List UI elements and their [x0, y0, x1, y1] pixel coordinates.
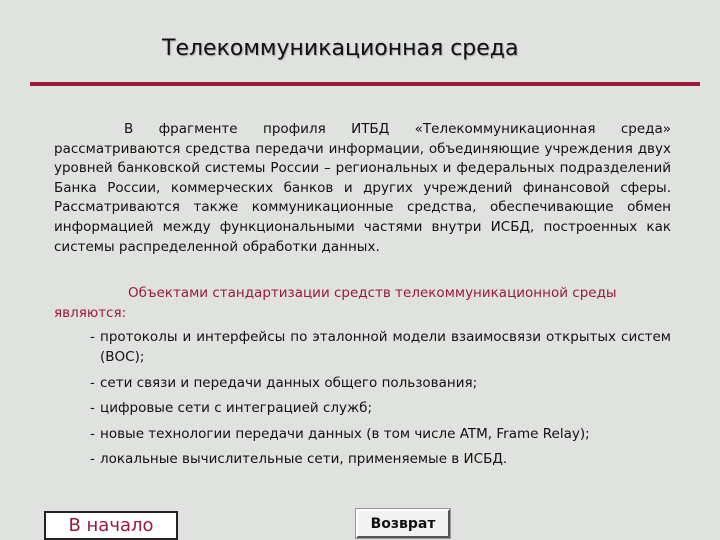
list-dash: - [90, 374, 95, 391]
list-item [54, 399, 671, 419]
list-item [54, 374, 671, 394]
slide-title: Телекоммуникационная среда [162, 36, 519, 61]
list-dash: - [90, 329, 95, 346]
slide-content [54, 120, 671, 476]
title-divider [30, 82, 700, 86]
list-item [54, 450, 671, 470]
home-button[interactable]: В начало [44, 511, 178, 540]
list-item [54, 425, 671, 445]
list-dash: - [90, 451, 95, 468]
list-item-text: протоколы и интерфейсы по эталонной модели взаимосвязи открытых систем (ВОС); [100, 329, 671, 365]
standardization-lead: Объектами стандартизации средств телекоммуникационной среды являются: [54, 285, 617, 321]
list-dash: - [90, 400, 95, 417]
intro-paragraph: В фрагменте профиля ИТБД «Телекоммуникационная среда» рассматриваются средства передачи информации, объединяющие учреждения двух уровней банковской системы России – региональных и федеральных подразделений Банка России, коммерческих банков и других учреждений финансовой сферы. Рассматриваются также коммуникационные средства, обеспечивающие обмен информацией между функциональными частями внутри ИСБД, построенных как системы распределенной обработки данных. [54, 121, 671, 255]
objects-list [54, 328, 671, 470]
list-item [54, 328, 671, 367]
list-dash: - [90, 425, 95, 442]
list-item-text: локальные вычислительные сети, применяемые в ИСБД. [100, 451, 508, 468]
list-item-text: сети связи и передачи данных общего пользования; [100, 374, 478, 391]
list-item-text: новые технологии передачи данных (в том числе ATM, Frame Relay); [100, 425, 590, 442]
back-button[interactable]: Возврат [356, 509, 450, 538]
list-item-text: цифровые сети с интеграцией служб; [100, 400, 373, 417]
